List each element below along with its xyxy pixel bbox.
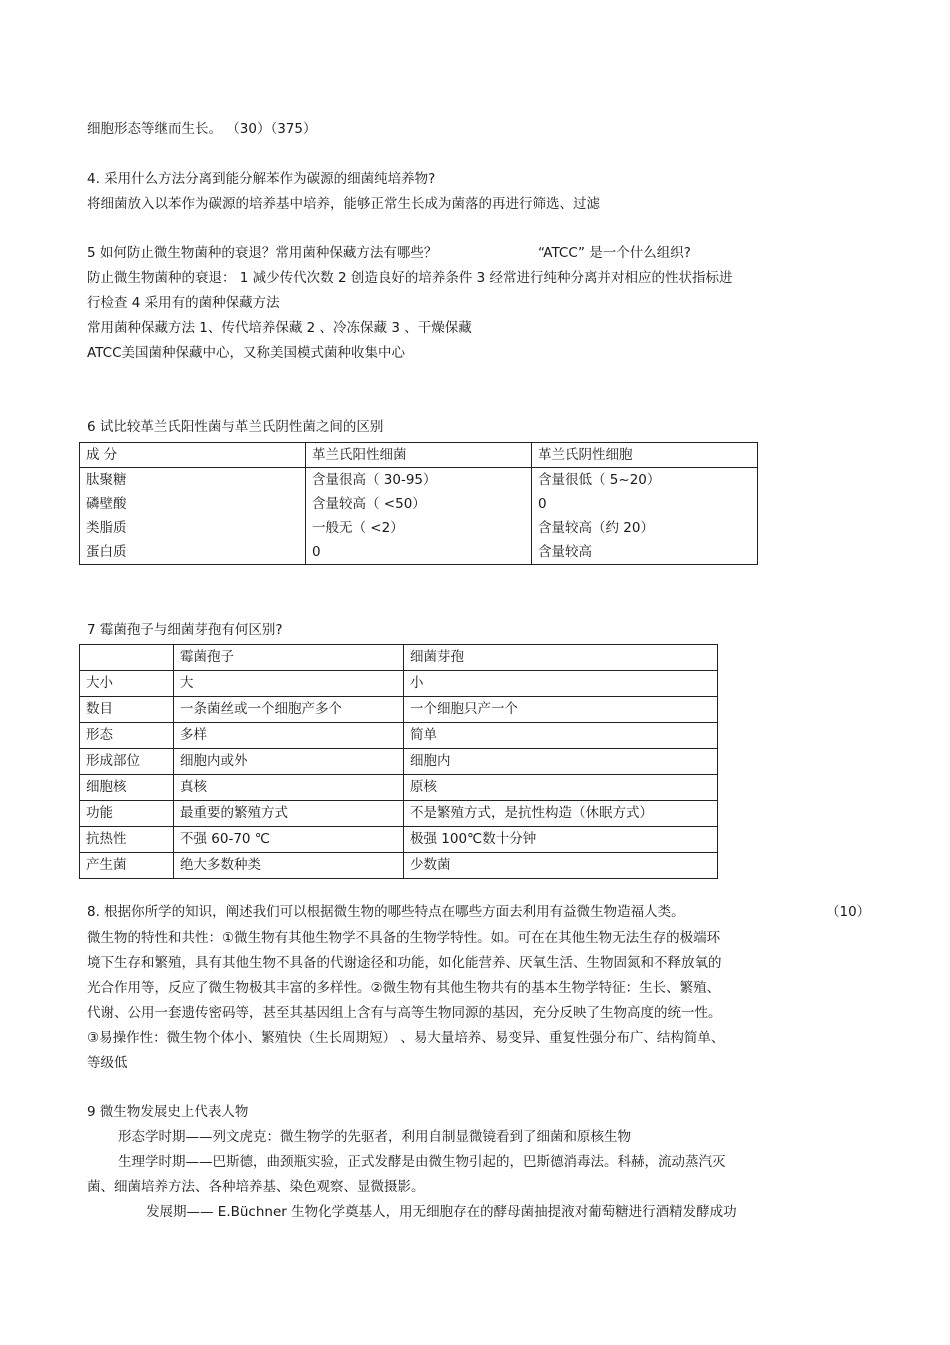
table-row <box>80 443 758 468</box>
table-cell: 细菌芽孢 <box>404 645 718 671</box>
table-cell: 含量很高（ 30-95） <box>306 468 532 493</box>
table-cell: 革兰氏阳性细菌 <box>306 443 532 468</box>
answer-8-line: 光合作用等，反应了微生物极其丰富的多样性。②微生物有其他生物共有的基本生物学特征：生长、繁殖、 <box>87 980 721 996</box>
table-cell: 革兰氏阴性细胞 <box>532 443 758 468</box>
table-cell: 形成部位 <box>80 749 174 775</box>
answer-4: 将细菌放入以苯作为碳源的培养基中培养，能够正常生长成为菌落的再进行筛选、过滤 <box>87 196 600 212</box>
answer-8-line: 境下生存和繁殖，具有其他生物不具备的代谢途径和功能，如化能营养、厌氧生活、生物固氮和不释放氧的 <box>87 955 722 971</box>
table-cell: 含量很低（ 5~20） <box>532 468 758 493</box>
question-8: 8. 根据你所学的知识，阐述我们可以根据微生物的哪些特点在哪些方面去利用有益微生物造福人类。 <box>87 904 685 920</box>
table-row <box>80 827 718 853</box>
table-row <box>80 697 718 723</box>
answer-8-line: 微生物的特性和共性：①微生物有其他生物学不具备的生物学特性。如。可在在其他生物无法生存的极端环 <box>87 930 721 946</box>
question-4: 4. 采用什么方法分离到能分解苯作为碳源的细菌纯培养物? <box>87 171 436 187</box>
table-cell: 一般无（ <2） <box>306 516 532 540</box>
table-row <box>80 671 718 697</box>
table-cell: 含量较高（约 20） <box>532 516 758 540</box>
table-row <box>80 516 758 540</box>
answer-8-line: 等级低 <box>87 1055 128 1071</box>
table-cell: 细胞核 <box>80 775 174 801</box>
table-cell: 原核 <box>404 775 718 801</box>
table-cell: 真核 <box>174 775 404 801</box>
table-cell: 多样 <box>174 723 404 749</box>
table-cell: 0 <box>306 540 532 565</box>
table-cell: 大 <box>174 671 404 697</box>
table-row <box>80 801 718 827</box>
question-8-score: （10） <box>826 904 871 920</box>
table-row <box>80 775 718 801</box>
table-cell: 磷壁酸 <box>80 492 306 516</box>
question-7: 7 霉菌孢子与细菌芽孢有何区别? <box>87 622 283 638</box>
gram-comparison-table <box>79 442 758 565</box>
text-line: 细胞形态等继而生长。 （30）（375） <box>87 121 317 137</box>
answer-5-line: 常用菌种保藏方法 1、传代培养保藏 2 、冷冻保藏 3 、干燥保藏 <box>87 320 472 336</box>
answer-9-line: 发展期—— E.Büchner 生物化学奠基人，用无细胞存在的酵母菌抽提液对葡萄糖进行酒精发酵成功 <box>146 1204 737 1220</box>
table-cell: 细胞内 <box>404 749 718 775</box>
table-cell: 类脂质 <box>80 516 306 540</box>
table-cell: 绝大多数种类 <box>174 853 404 879</box>
table-cell: 细胞内或外 <box>174 749 404 775</box>
table-cell: 0 <box>532 492 758 516</box>
table-cell: 一条菌丝或一个细胞产多个 <box>174 697 404 723</box>
table-row <box>80 749 718 775</box>
answer-9-line: 形态学时期——列文虎克：微生物学的先驱者，利用自制显微镜看到了细菌和原核生物 <box>118 1129 631 1145</box>
answer-9-line: 生理学时期——巴斯德，曲颈瓶实验，正式发酵是由微生物引起的，巴斯德消毒法。科赫，流动蒸汽灭 <box>118 1154 726 1170</box>
spore-comparison-table <box>79 644 718 879</box>
table-cell: 大小 <box>80 671 174 697</box>
table-cell <box>80 645 174 671</box>
table-row <box>80 723 718 749</box>
table-cell: 数目 <box>80 697 174 723</box>
question-5: 5 如何防止微生物菌种的衰退？常用菌种保藏方法有哪些？ <box>87 245 438 261</box>
answer-5-line: ATCC美国菌种保藏中心，又称美国模式菌种收集中心 <box>87 345 405 361</box>
table-cell: 霉菌孢子 <box>174 645 404 671</box>
table-cell: 最重要的繁殖方式 <box>174 801 404 827</box>
table-cell: 抗热性 <box>80 827 174 853</box>
table-cell: 形态 <box>80 723 174 749</box>
table-row <box>80 645 718 671</box>
question-6: 6 试比较革兰氏阳性菌与革兰氏阴性菌之间的区别 <box>87 419 384 435</box>
answer-5-line: 行检查 4 采用有的菌种保藏方法 <box>87 295 280 311</box>
table-cell: 成 分 <box>80 443 306 468</box>
answer-8-line: ③易操作性：微生物个体小、繁殖快（生长周期短） 、易大量培养、易变异、重复性强分布广、结构简单、 <box>87 1030 725 1046</box>
table-cell: 蛋白质 <box>80 540 306 565</box>
table-cell: 一个细胞只产一个 <box>404 697 718 723</box>
table-row <box>80 492 758 516</box>
table-row <box>80 853 718 879</box>
answer-9-line: 菌、细菌培养方法、各种培养基、染色观察、显微摄影。 <box>87 1179 425 1195</box>
table-cell: 产生菌 <box>80 853 174 879</box>
answer-8-line: 代谢、公用一套遗传密码等，甚至其基因组上含有与高等生物同源的基因，充分反映了生物高度的统一性。 <box>87 1005 722 1021</box>
table-cell: 少数菌 <box>404 853 718 879</box>
table-cell: 肽聚糖 <box>80 468 306 493</box>
table-cell: 不是繁殖方式，是抗性构造（休眠方式） <box>404 801 718 827</box>
answer-5-line: 防止微生物菌种的衰退： 1 减少传代次数 2 创造良好的培养条件 3 经常进行纯种分离并对相应的性状指标进 <box>87 270 733 286</box>
question-9: 9 微生物发展史上代表人物 <box>87 1104 249 1120</box>
table-cell: 功能 <box>80 801 174 827</box>
table-cell: 含量较高 <box>532 540 758 565</box>
table-cell: 小 <box>404 671 718 697</box>
table-cell: 不强 60-70 ℃ <box>174 827 404 853</box>
question-5-atcc: “ATCC” 是一个什么组织? <box>538 245 691 261</box>
table-cell: 简单 <box>404 723 718 749</box>
table-cell: 极强 100℃数十分钟 <box>404 827 718 853</box>
table-row <box>80 540 758 565</box>
table-row <box>80 468 758 493</box>
table-cell: 含量较高（ <50） <box>306 492 532 516</box>
